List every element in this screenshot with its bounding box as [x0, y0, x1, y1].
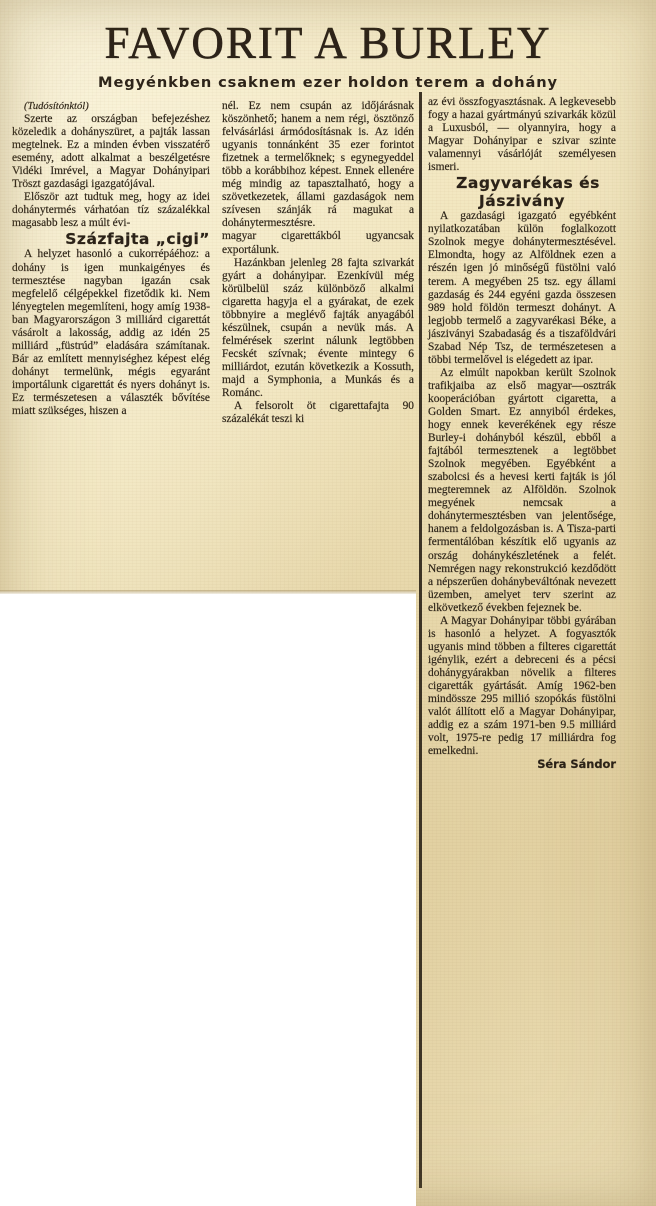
article-column-3 — [428, 96, 616, 771]
author-signature: Séra Sándor — [537, 757, 616, 772]
paragraph: Az elmúlt napokban került Szolnok trafikjaiba az első magyar—osztrák kooperációban gyártott cigaretta, a Golden Smart. Ez annyiból érdekes, hogy ennek keverékének egy része Burley-i dohányból készül, ebből a fajtából termesztenek a legtöbbet Szolnok megyében. Egyébként a szabolcsi és a hevesi kerti fajták is jól megteremnek az Alföldön. Szolnok megyének nemcsak a dohánytermesztésben van jelentősége, hanem a feldolgozásban is. A Tisza-parti fermentálóban készítik elő ugyanis az ország dohánykészletének a felét. Nemrégen nagy rekonstrukció kezdődött a népszerűen dohánybeváltónak nevezett üzemben, amelyet terv szerint az elkövetkező években fejeznek be. — [428, 366, 616, 614]
paragraph-continued: az évi összfogyasztásnak. A legkevesebb fogy a hazai gyártmányú szivarkák közül a Luxusból, — olyannyira, hogy a Magyar Dohányipar e szivar szinte valamennyi vásárlóját személyesen ismeri. — [428, 96, 616, 174]
column-divider-rule — [419, 92, 422, 1188]
byline: (Tudósítónktól) — [24, 101, 89, 112]
section-heading: Százfajta „cigi” — [65, 230, 210, 249]
page-title: FAVORIT A BURLEY — [104, 18, 552, 68]
clipping-cut-area — [0, 594, 416, 1206]
paragraph-continued: nél. Ez nem csupán az időjárásnak köszönhető; hanem a nem régi, ösztönző felvásárlási ármódosításnak is. Az idén ugyanis tonnánként 35 ezer forintot fizetnek a termelőknek; s egynegyeddel több a korábbihoz képest. Ennek ellenére még mindig az tapasztalható, hogy a szövetkezetek, állami gazdaságok nem szívesen szánják rá magukat a dohánytermesztésre. — [222, 100, 414, 230]
paragraph: Szerte az országban befejezéshez közeledik a dohányszüret, a pajták lassan megtelnek. Ez a minden évben visszatérő esemény, adott alkalmat a beszélgetésre Vidéki Imrével, a Magyar Dohányipari Tröszt gazdasági igazgatójával. — [12, 113, 210, 191]
paragraph-continued: magyar cigarettákból ugyancsak exportálunk. — [222, 230, 414, 256]
paragraph: A Magyar Dohányipar többi gyárában is hasonló a helyzet. A fogyasztók ugyanis mind többen a filteres cigarettát igénylik, ezért a debreceni és a pécsi dohánygyárakban növelik a filteres cigaretták gyártását. Amíg 1962-ben mindössze 295 millió szopókás füstölni valót állított elő a Magyar Dohányipar, addig ez a szám 1971-ben 9.5 milliárd volt, 1975-re pedig 17 milliárdra fog emelkedni. — [428, 614, 616, 758]
paragraph: Először azt tudtuk meg, hogy az idei dohánytermés várhatóan tíz százalékkal magasabb lesz a múlt évi- — [12, 191, 210, 230]
paragraph: A gazdasági igazgató egyébként nyilatkozatában külön foglalkozott Szolnok megye dohánytermesztésével. Elmondta, hogy az Alföldnek ezen a részén igen jó minőségű füstölni való terem. A megyében 25 tsz. egy állami gazdaság és 244 egyéni gazda összesen 989 hold földön termeszt dohányt. A legjobb termelő a zagyvarékasi Béke, a jásziványi Szabadaság és a tiszaföldvári Szabad Nép Tsz, de természetesen a többi termelővel is elégedett az ipar. — [428, 210, 616, 366]
subtitle: Megyénkben csaknem ezer holdon terem a dohány — [98, 74, 558, 91]
article-column-2 — [222, 100, 414, 426]
section-heading: Zagyvarékas és Jászivány — [456, 174, 600, 211]
masthead — [0, 0, 656, 91]
article-column-1 — [12, 100, 210, 418]
paragraph: A helyzet hasonló a cukorrépáéhoz: a dohány is igen munkaigényes és termesztése nagyban igazán csak megfelelő célgépekkel fizetődik ki. Nem lényegtelen megemlíteni, hogy amíg 1938-ban Magyarországon 3 milliárd cigarettát vásárolt a lakosság, addig az idén 25 milliárd „füstrúd” eladására számítanak. Bár az említett mennyiséghez képest elég dohányt termelünk, mégis egyaránt importálunk cigarettát és nyers dohányt is. Ez természetesen a választék bővítése miatt szükséges, hiszen a — [12, 248, 210, 418]
paragraph: A felsorolt öt cigarettafajta 90 százalékát teszi ki — [222, 400, 414, 426]
paragraph: Hazánkban jelenleg 28 fajta szivarkát gyárt a dohányipar. Ezenkívül még körülbelül száz különböző alkalmi cigaretta hagyja el a gyárakat, de ezek többnyire a meglévő fajták anyagából készülnek, csupán a nevük más. A felmérések szerint nálunk legtöbben Fecskét szívnak; évente mintegy 6 milliárdot, ezután következik a Kossuth, majd a Symphonia, a Munkás és a Románc. — [222, 256, 414, 400]
